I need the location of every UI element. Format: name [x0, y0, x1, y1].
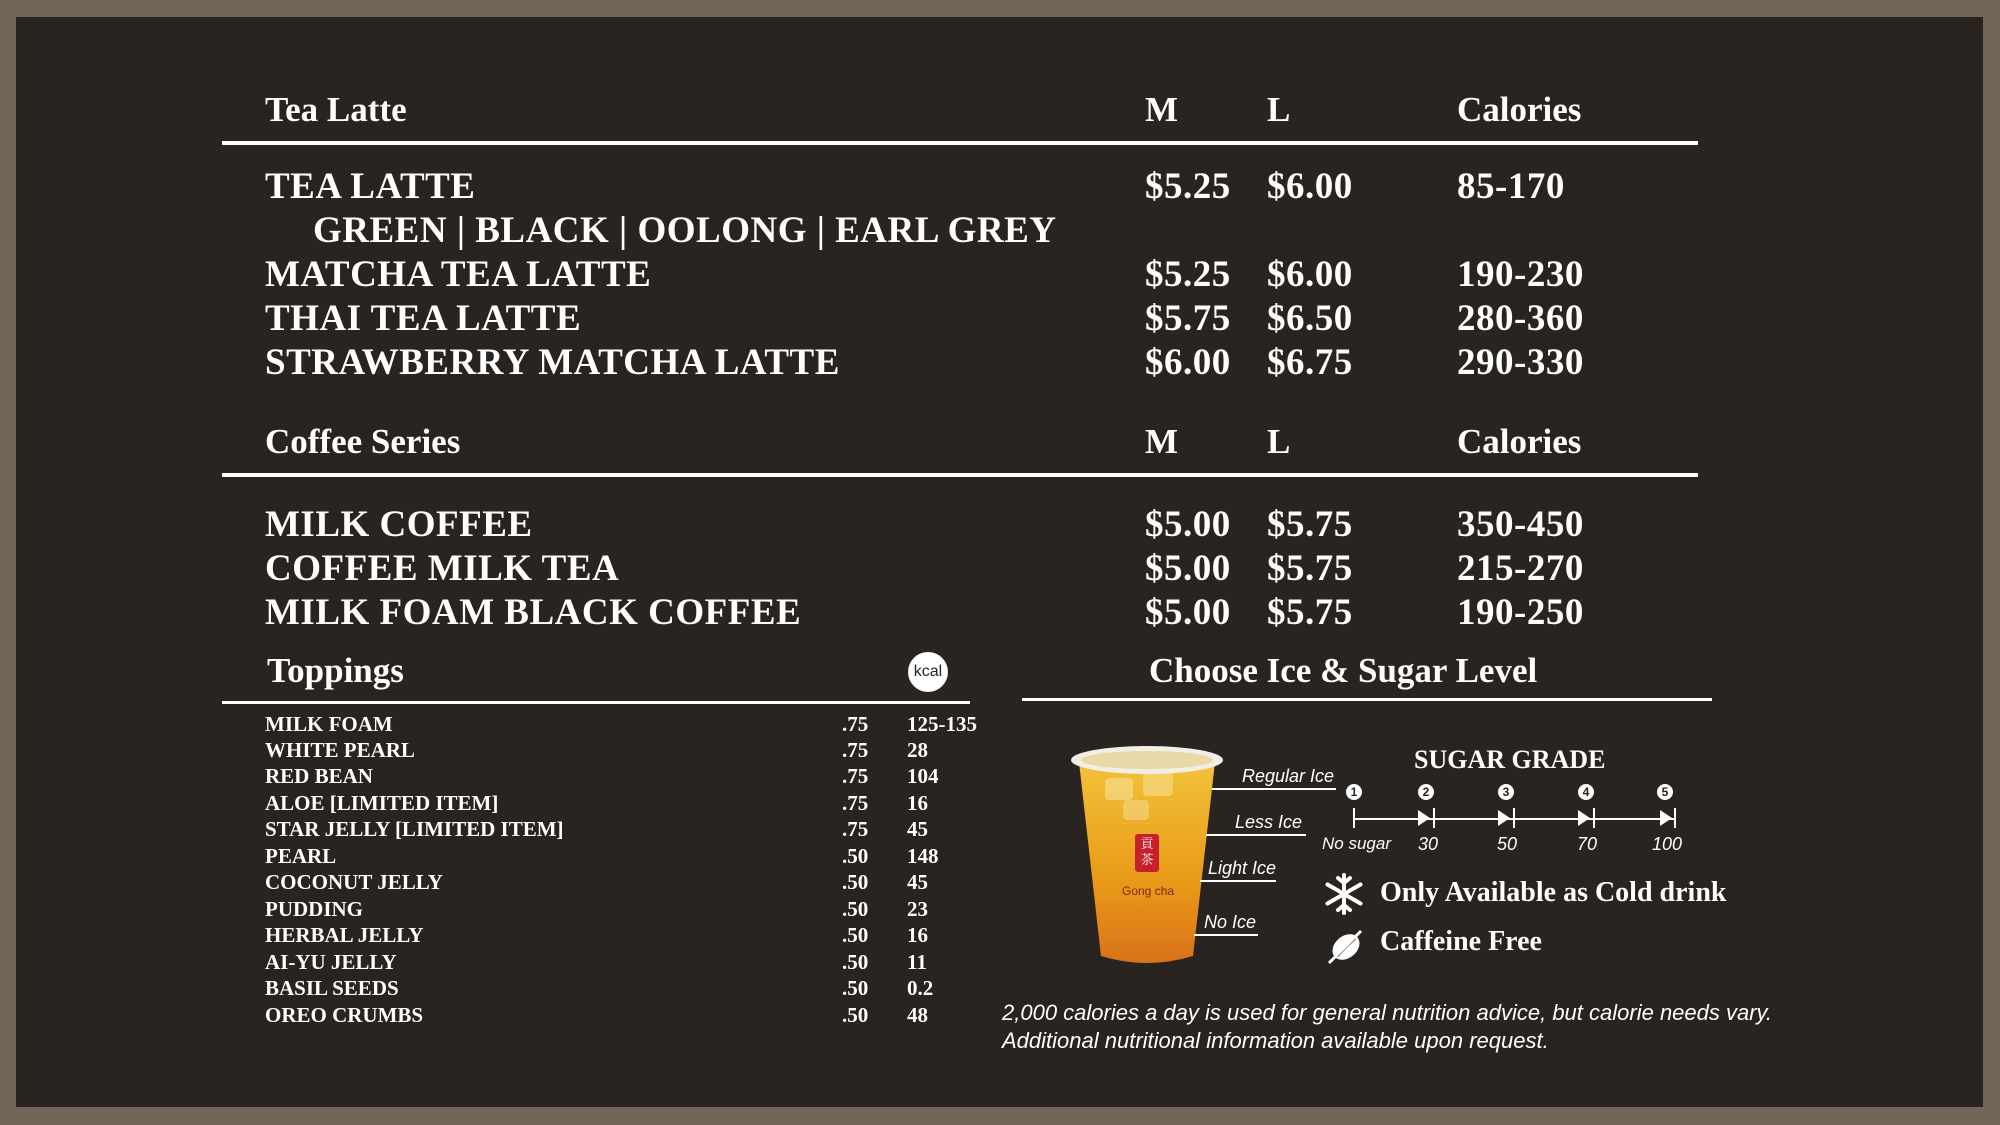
topping-name: WHITE PEARL	[265, 738, 415, 762]
ice-level-line	[1194, 934, 1258, 936]
menu-item-calories: 190-250	[1457, 592, 1584, 633]
tea-latte-divider	[222, 141, 1698, 145]
sugar-step-tick	[1433, 808, 1435, 828]
menu-item-calories: 350-450	[1457, 504, 1584, 545]
topping-price: .50	[842, 950, 869, 974]
menu-item-price-m: $5.00	[1145, 592, 1231, 633]
sugar-scale-line	[1354, 818, 1676, 820]
coffee-col-l: L	[1267, 422, 1291, 461]
sugar-step-label: 100	[1652, 834, 1683, 854]
ice-level-less: Less Ice	[1235, 812, 1303, 832]
cold-drink-label: Only Available as Cold drink	[1380, 877, 1727, 908]
sugar-step-number: 5	[1657, 784, 1673, 800]
sugar-step-number: 3	[1498, 784, 1514, 800]
menu-item-name: MILK FOAM BLACK COFFEE	[265, 592, 802, 633]
tea-latte-col-m: M	[1145, 90, 1179, 129]
topping-name: PEARL	[265, 844, 337, 868]
topping-price: .50	[842, 923, 869, 947]
topping-calories: 45	[907, 817, 928, 841]
menu-item-price-m: $6.00	[1145, 342, 1231, 383]
topping-name: BASIL SEEDS	[265, 976, 399, 1000]
ice-sugar-divider	[1022, 698, 1712, 701]
sugar-step-number: 4	[1578, 784, 1594, 800]
sugar-step-label: 30	[1418, 834, 1439, 854]
tea-latte-heading: Tea Latte	[265, 90, 407, 129]
sugar-step-tick	[1353, 808, 1355, 828]
coffee-heading: Coffee Series	[265, 422, 461, 461]
menu-item-price-m: $5.75	[1145, 298, 1231, 339]
topping-calories: 16	[907, 791, 928, 815]
topping-name: MILK FOAM	[265, 712, 393, 736]
menu-item-price-m: $5.25	[1145, 254, 1231, 295]
topping-price: .75	[842, 738, 869, 762]
coffee-col-calories: Calories	[1457, 422, 1582, 461]
topping-price: .75	[842, 712, 869, 736]
snowflake-icon	[1322, 872, 1366, 916]
menu-item-name: STRAWBERRY MATCHA LATTE	[265, 342, 840, 383]
menu-item-name: COFFEE MILK TEA	[265, 548, 620, 589]
sugar-step-label: No sugar	[1322, 834, 1391, 853]
menu-item-calories: 85-170	[1457, 166, 1565, 207]
topping-name: STAR JELLY [LIMITED ITEM]	[265, 817, 564, 841]
topping-price: .50	[842, 870, 869, 894]
menu-item-name: TEA LATTE	[265, 166, 476, 207]
menu-item-calories: 290-330	[1457, 342, 1584, 383]
menu-item-price-m: $5.00	[1145, 548, 1231, 589]
topping-name: OREO CRUMBS	[265, 1003, 424, 1027]
sugar-grade-title: SUGAR GRADE	[1414, 745, 1606, 774]
topping-name: PUDDING	[265, 897, 363, 921]
tea-variants-line: GREEN | BLACK | OOLONG | EARL GREY	[313, 210, 1057, 251]
topping-calories: 104	[907, 764, 939, 788]
menu-item-price-l: $5.75	[1267, 548, 1353, 589]
ice-level-regular: Regular Ice	[1242, 766, 1335, 786]
sugar-step-tick	[1593, 808, 1595, 828]
topping-price: .75	[842, 791, 869, 815]
topping-calories: 48	[907, 1003, 928, 1027]
menu-item-price-l: $6.50	[1267, 298, 1353, 339]
menu-item-name: THAI TEA LATTE	[265, 298, 582, 339]
topping-calories: 16	[907, 923, 928, 947]
topping-name: COCONUT JELLY	[265, 870, 443, 894]
ice-level-line	[1212, 788, 1336, 790]
topping-price: .50	[842, 844, 869, 868]
sugar-step-label: 70	[1577, 834, 1598, 854]
toppings-divider	[222, 701, 970, 704]
topping-calories: 11	[907, 950, 927, 974]
kcal-badge-icon: kcal	[908, 652, 948, 692]
topping-calories: 0.2	[907, 976, 934, 1000]
menu-item-price-l: $5.75	[1267, 504, 1353, 545]
topping-price: .50	[842, 897, 869, 921]
no-caffeine-bean-icon	[1325, 927, 1365, 967]
menu-item-price-l: $5.75	[1267, 592, 1353, 633]
tea-latte-col-calories: Calories	[1457, 90, 1582, 129]
ice-level-line	[1206, 834, 1306, 836]
coffee-divider	[222, 473, 1698, 477]
topping-calories: 23	[907, 897, 928, 921]
cup-brand-label: Gong cha	[1122, 884, 1175, 898]
menu-item-name: MILK COFFEE	[265, 504, 533, 545]
sugar-step-arrow-icon	[1578, 810, 1590, 826]
sugar-step-number: 2	[1418, 784, 1434, 800]
ice-level-line	[1200, 880, 1276, 882]
menu-item-price-l: $6.00	[1267, 254, 1353, 295]
menu-item-calories: 190-230	[1457, 254, 1584, 295]
toppings-heading: Toppings	[267, 651, 404, 690]
topping-name: HERBAL JELLY	[265, 923, 424, 947]
topping-price: .75	[842, 764, 869, 788]
menu-item-price-l: $6.75	[1267, 342, 1353, 383]
topping-price: .50	[842, 1003, 869, 1027]
menu-item-name: MATCHA TEA LATTE	[265, 254, 652, 295]
topping-price: .50	[842, 976, 869, 1000]
calorie-footnote-line1: 2,000 calories a day is used for general nutrition advice, but calorie needs vary.	[1002, 1000, 1773, 1025]
sugar-step-tick	[1513, 808, 1515, 828]
topping-name: ALOE [LIMITED ITEM]	[265, 791, 499, 815]
menu-item-price-l: $6.00	[1267, 166, 1353, 207]
sugar-step-arrow-icon	[1498, 810, 1510, 826]
ice-level-light: Light Ice	[1208, 858, 1277, 878]
topping-calories: 125-135	[907, 712, 977, 736]
menu-item-price-m: $5.25	[1145, 166, 1231, 207]
topping-calories: 28	[907, 738, 928, 762]
topping-name: AI-YU JELLY	[265, 950, 397, 974]
ice-level-none: No Ice	[1204, 912, 1257, 932]
ice-sugar-heading: Choose Ice & Sugar Level	[1149, 651, 1538, 690]
caffeine-free-label: Caffeine Free	[1380, 926, 1542, 957]
coffee-col-m: M	[1145, 422, 1179, 461]
sugar-step-arrow-icon	[1660, 810, 1672, 826]
sugar-step-tick	[1674, 808, 1676, 828]
topping-name: RED BEAN	[265, 764, 373, 788]
topping-calories: 148	[907, 844, 939, 868]
tea-latte-col-l: L	[1267, 90, 1291, 129]
topping-price: .75	[842, 817, 869, 841]
sugar-step-arrow-icon	[1418, 810, 1430, 826]
sugar-step-label: 50	[1497, 834, 1518, 854]
cup-logo-glyph: 貢茶	[1140, 836, 1154, 867]
menu-item-calories: 280-360	[1457, 298, 1584, 339]
sugar-step-number: 1	[1346, 784, 1362, 800]
topping-calories: 45	[907, 870, 928, 894]
menu-item-price-m: $5.00	[1145, 504, 1231, 545]
calorie-footnote-line2: Additional nutritional information available upon request.	[1002, 1028, 1549, 1053]
menu-item-calories: 215-270	[1457, 548, 1584, 589]
